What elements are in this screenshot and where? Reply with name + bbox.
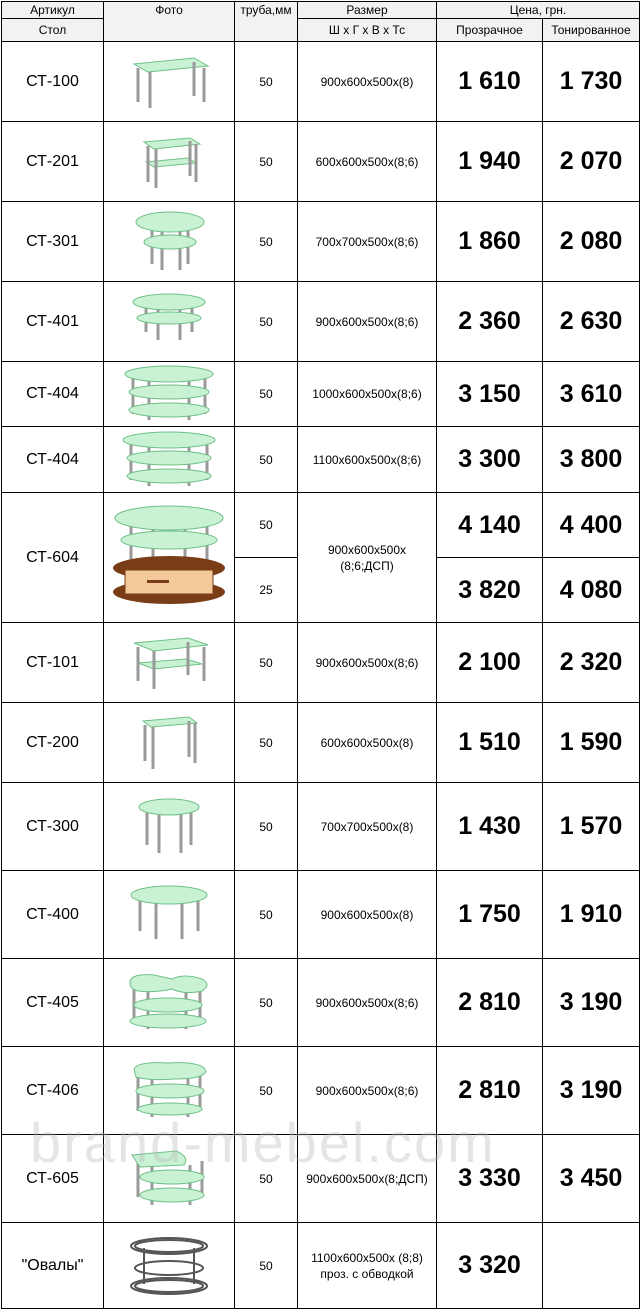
pipe-size: 50 — [235, 427, 298, 493]
price-tinted: 1 910 — [543, 871, 640, 959]
rect-table-icon — [104, 42, 235, 122]
dimensions: 900х600х500х(8;6) — [298, 623, 437, 703]
dimensions: 700х700х500х(8;6) — [298, 202, 437, 282]
pipe-size: 50 — [235, 703, 298, 783]
table-row — [2, 1135, 640, 1223]
dimensions — [298, 1223, 437, 1309]
article: СТ-604 — [2, 493, 104, 623]
article: СТ-100 — [2, 42, 104, 122]
watermark: brand-mebel.com — [30, 1111, 496, 1174]
pipe-size: 50 — [235, 783, 298, 871]
dimensions: 600х600х500х(8) — [298, 703, 437, 783]
two-shelf-table-icon — [104, 122, 235, 202]
pipe-size: 50 — [235, 42, 298, 122]
price-tinted: 3 190 — [543, 1047, 640, 1135]
pipe-size: 25 — [235, 558, 298, 623]
oval-three-shelf-table-icon — [104, 427, 235, 493]
header-size: Размер — [298, 2, 437, 19]
dimensions: 900х600х500х(8;6) — [298, 282, 437, 362]
price-clear: 2 360 — [437, 282, 543, 362]
dimensions: 900х600х500х(8) — [298, 871, 437, 959]
pipe-size: 50 — [235, 202, 298, 282]
article: СТ-405 — [2, 959, 104, 1047]
price-clear: 1 860 — [437, 202, 543, 282]
article: СТ-400 — [2, 871, 104, 959]
table-with-drawer-icon — [104, 493, 235, 623]
dimensions-line: проз. с обводкой — [320, 1266, 414, 1281]
header-price-clear: Прозрачное — [437, 19, 543, 42]
rect-two-shelf-table-icon — [104, 623, 235, 703]
dimensions: 600х600х500х(8;6) — [298, 122, 437, 202]
price-clear: 1 510 — [437, 703, 543, 783]
table-row — [2, 122, 640, 202]
price-tinted: 4 080 — [543, 558, 640, 623]
price-clear: 2 100 — [437, 623, 543, 703]
table-row — [2, 493, 640, 558]
dimensions: 1100х600х500х(8;6) — [298, 427, 437, 493]
pipe-size: 50 — [235, 1047, 298, 1135]
table-row — [2, 623, 640, 703]
price-tinted: 2 320 — [543, 623, 640, 703]
dimensions: 900х600х500х(8;6) — [298, 959, 437, 1047]
curved-shelf-table-icon — [104, 959, 235, 1047]
price-clear: 2 810 — [437, 959, 543, 1047]
dimensions: 900х600х500х(8;ДСП) — [298, 1135, 437, 1223]
header-pipe: труба,мм — [235, 2, 298, 42]
price-clear: 1 750 — [437, 871, 543, 959]
price-tinted: 3 800 — [543, 427, 640, 493]
price-tinted: 3 610 — [543, 362, 640, 427]
curved-shelf-table-icon — [104, 1047, 235, 1135]
price-clear: 1 610 — [437, 42, 543, 122]
price-tinted: 3 450 — [543, 1135, 640, 1223]
article: СТ-406 — [2, 1047, 104, 1135]
price-tinted: 2 630 — [543, 282, 640, 362]
header-photo: Фото — [104, 2, 235, 42]
article: СТ-101 — [2, 623, 104, 703]
pipe-size: 50 — [235, 362, 298, 427]
article: СТ-301 — [2, 202, 104, 282]
article: СТ-200 — [2, 703, 104, 783]
corner-table-icon — [104, 1135, 235, 1223]
pipe-size: 50 — [235, 493, 298, 558]
pipe-size: 50 — [235, 1135, 298, 1223]
dimensions — [298, 493, 437, 623]
price-tinted: 1 730 — [543, 42, 640, 122]
pipe-size: 50 — [235, 1223, 298, 1309]
table-row — [2, 42, 640, 122]
oval-three-shelf-table-icon — [104, 362, 235, 427]
table-row — [2, 871, 640, 959]
price-tinted: 2 070 — [543, 122, 640, 202]
price-tinted: 4 400 — [543, 493, 640, 558]
price-tinted — [543, 1223, 640, 1309]
table-row — [2, 703, 640, 783]
square-table-icon — [104, 703, 235, 783]
dimensions-line: 900х600х500х — [327, 542, 407, 557]
header-table: Стол — [2, 19, 104, 42]
table-row — [2, 282, 640, 362]
oval-two-shelf-table-icon — [104, 282, 235, 362]
round-table-icon — [104, 783, 235, 871]
price-clear: 3 820 — [437, 558, 543, 623]
price-clear: 4 140 — [437, 493, 543, 558]
price-clear: 3 330 — [437, 1135, 543, 1223]
price-clear: 3 300 — [437, 427, 543, 493]
header-article: Артикул — [2, 2, 104, 19]
table-row — [2, 427, 640, 493]
article: СТ-605 — [2, 1135, 104, 1223]
price-clear: 3 150 — [437, 362, 543, 427]
pipe-size: 50 — [235, 623, 298, 703]
dimensions: 1000х600х500х(8;6) — [298, 362, 437, 427]
price-tinted: 2 080 — [543, 202, 640, 282]
table-row — [2, 1047, 640, 1135]
table-row — [2, 202, 640, 282]
price-clear: 1 940 — [437, 122, 543, 202]
dimensions: 900х600х500х(8) — [298, 42, 437, 122]
price-tinted: 1 590 — [543, 703, 640, 783]
dimensions-line: 1100х600х500х (8;8) — [311, 1250, 423, 1265]
round-two-shelf-table-icon — [104, 202, 235, 282]
table-row — [2, 783, 640, 871]
header-price: Цена, грн. — [437, 2, 640, 19]
article: СТ-404 — [2, 362, 104, 427]
price-tinted: 3 190 — [543, 959, 640, 1047]
price-clear: 1 430 — [437, 783, 543, 871]
dimensions: 900х600х500х(8;6) — [298, 1047, 437, 1135]
article: СТ-404 — [2, 427, 104, 493]
table-row — [2, 1223, 640, 1309]
price-clear: 2 810 — [437, 1047, 543, 1135]
price-clear: 3 320 — [437, 1223, 543, 1309]
dimensions-line: (8;6;ДСП) — [340, 558, 394, 573]
header-size-dims: Ш х Г х В х Тс — [298, 19, 437, 42]
outlined-oval-table-icon — [104, 1223, 235, 1309]
pipe-size: 50 — [235, 871, 298, 959]
oval-table-icon — [104, 871, 235, 959]
pipe-size: 50 — [235, 959, 298, 1047]
price-tinted: 1 570 — [543, 783, 640, 871]
article: СТ-300 — [2, 783, 104, 871]
article: СТ-201 — [2, 122, 104, 202]
pipe-size: 50 — [235, 282, 298, 362]
price-table — [1, 1, 640, 1309]
dimensions: 700х700х500х(8) — [298, 783, 437, 871]
table-row — [2, 959, 640, 1047]
article: СТ-401 — [2, 282, 104, 362]
header-price-tinted: Тонированное — [543, 19, 640, 42]
article: "Овалы" — [2, 1223, 104, 1309]
pipe-size: 50 — [235, 122, 298, 202]
table-row — [2, 362, 640, 427]
